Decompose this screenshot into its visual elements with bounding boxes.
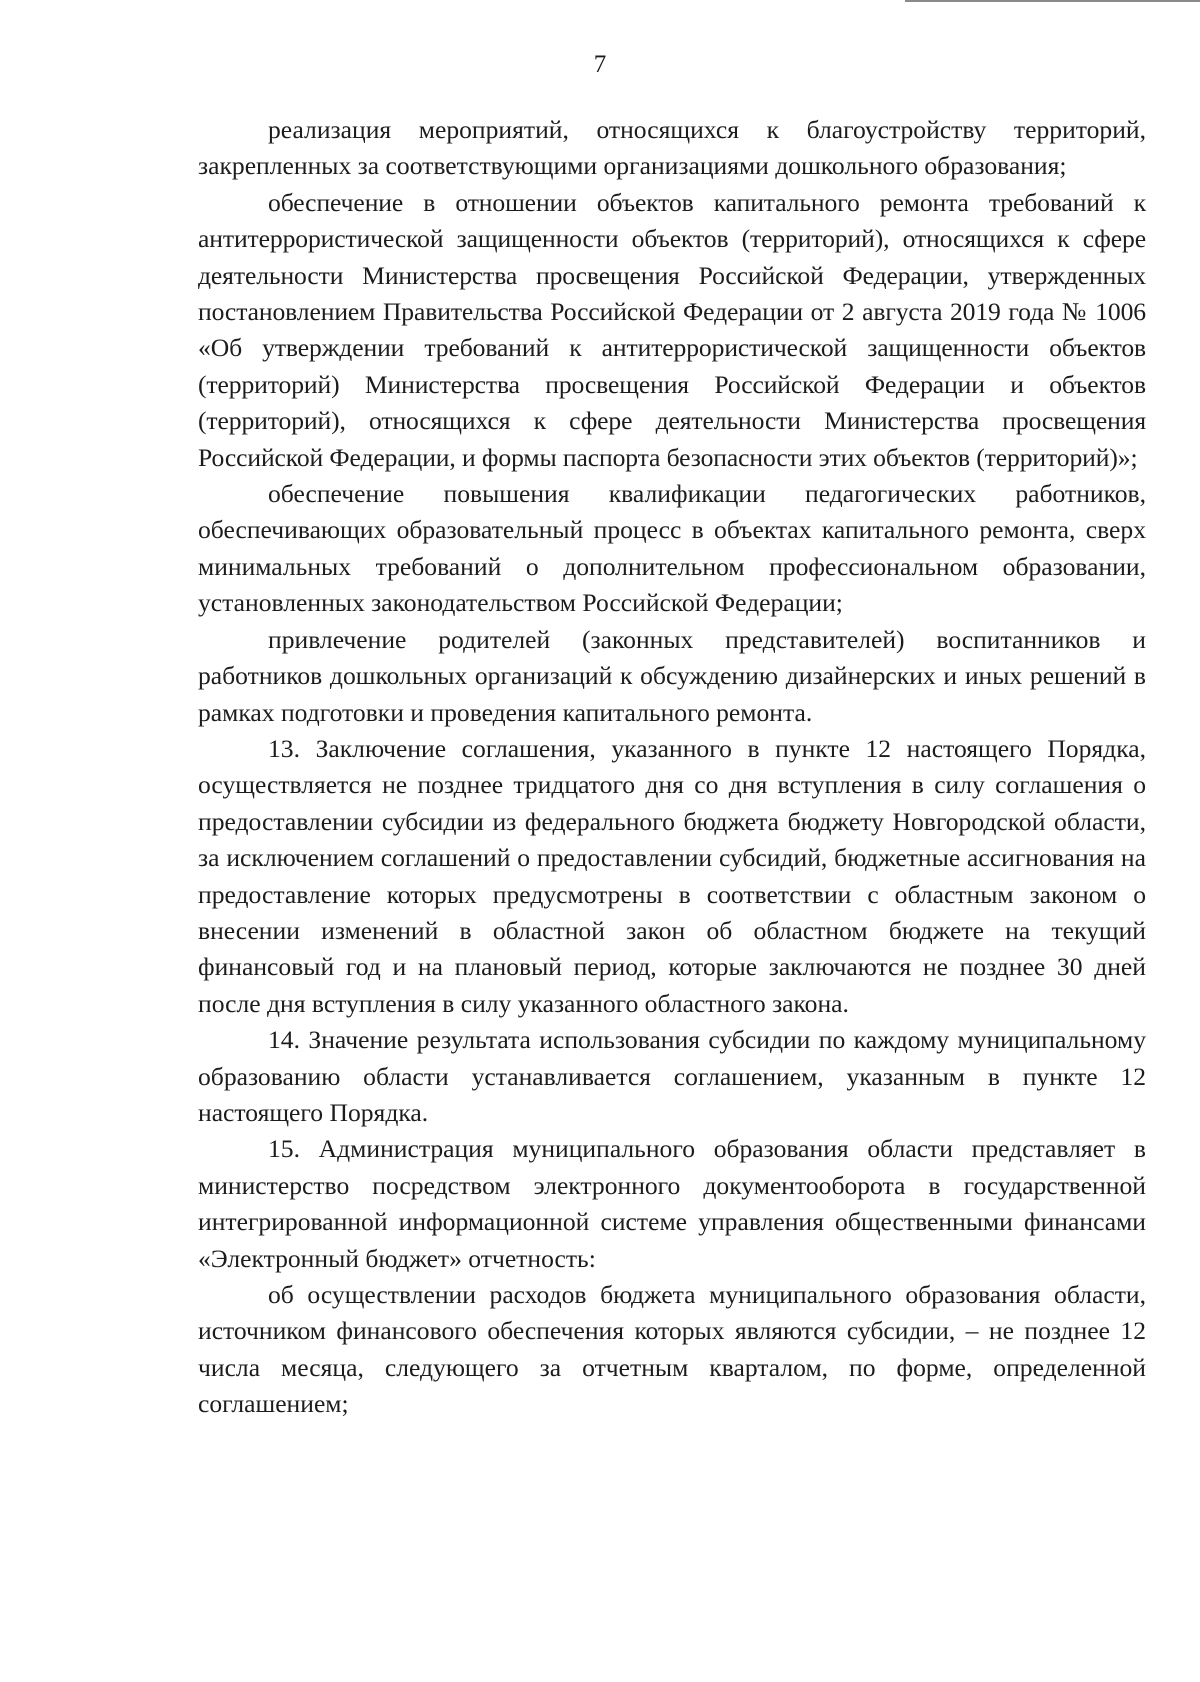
page-number: 7 <box>593 51 607 78</box>
scan-edge-line <box>905 0 1200 2</box>
paragraph-clause-13: 13. Заключение соглашения, указанного в пункте 12 настоящего Порядка, осуществляется не позднее тридцатого дня со дня вступления в силу соглашения о предоставлении субсидии из федерального бюджета бюджету Новгородской области, за исключением соглашений о предоставлении субсидий, бюджетные ассигнования на предоставление которых предусмотрены в соответствии с областным законом о внесении изменений в областной закон об областном бюджете на текущий финансовый год и на плановый период, которые заключаются не позднее 30 дней после дня вступления в силу указанного областного закона. <box>198 733 1146 1018</box>
paragraph-landscaping: реализация мероприятий, относящихся к благоустройству территорий, закрепленных за соответствующими организациями дошкольного образования; <box>198 115 1146 181</box>
document-body <box>198 112 1146 1423</box>
paragraph-parents-involvement: привлечение родителей (законных представителей) воспитанников и работников дошкольных организаций к обсуждению дизайнерских и иных решений в рамках подготовки и проведения капитального ремонта. <box>198 624 1146 727</box>
paragraph-expenditure-report: об осуществлении расходов бюджета муниципального образования области, источником финансового обеспечения которых являются субсидии, – не позднее 12 числа месяца, следующего за отчетным кварталом, по форме, определенной соглашением; <box>198 1280 1146 1419</box>
paragraph-clause-14: 14. Значение результата использования субсидии по каждому муниципальному образованию области устанавливается соглашением, указанным в пункте 12 настоящего Порядка. <box>198 1025 1146 1127</box>
paragraph-antiterror-requirements: обеспечение в отношении объектов капитального ремонта требований к антитеррористической защищенности объектов (территорий), относящихся к сфере деятельности Министерства просвещения Российской Федерации, утвержденных постановлением Правительства Российской Федерации от 2 августа 2019 года № 1006 «Об утверждении требований к антитеррористической защищенности объектов (территорий) Министерства просвещения Российской Федерации и объектов (территорий), относящихся к сфере деятельности Министерства просвещения Российской Федерации, и формы паспорта безопасности этих объектов (территорий)»; <box>198 187 1146 472</box>
paragraph-staff-qualification: обеспечение повышения квалификации педагогических работников, обеспечивающих образовательный процесс в объектах капитального ремонта, сверх минимальных требований о дополнительном профессиональном образовании, установленных законодательством Российской Федерации; <box>198 479 1146 618</box>
paragraph-clause-15: 15. Администрация муниципального образования области представляет в министерство посредством электронного документооборота в государственной интегрированной информационной системе управления общественными финансами «Электронный бюджет» отчетность: <box>198 1134 1146 1273</box>
